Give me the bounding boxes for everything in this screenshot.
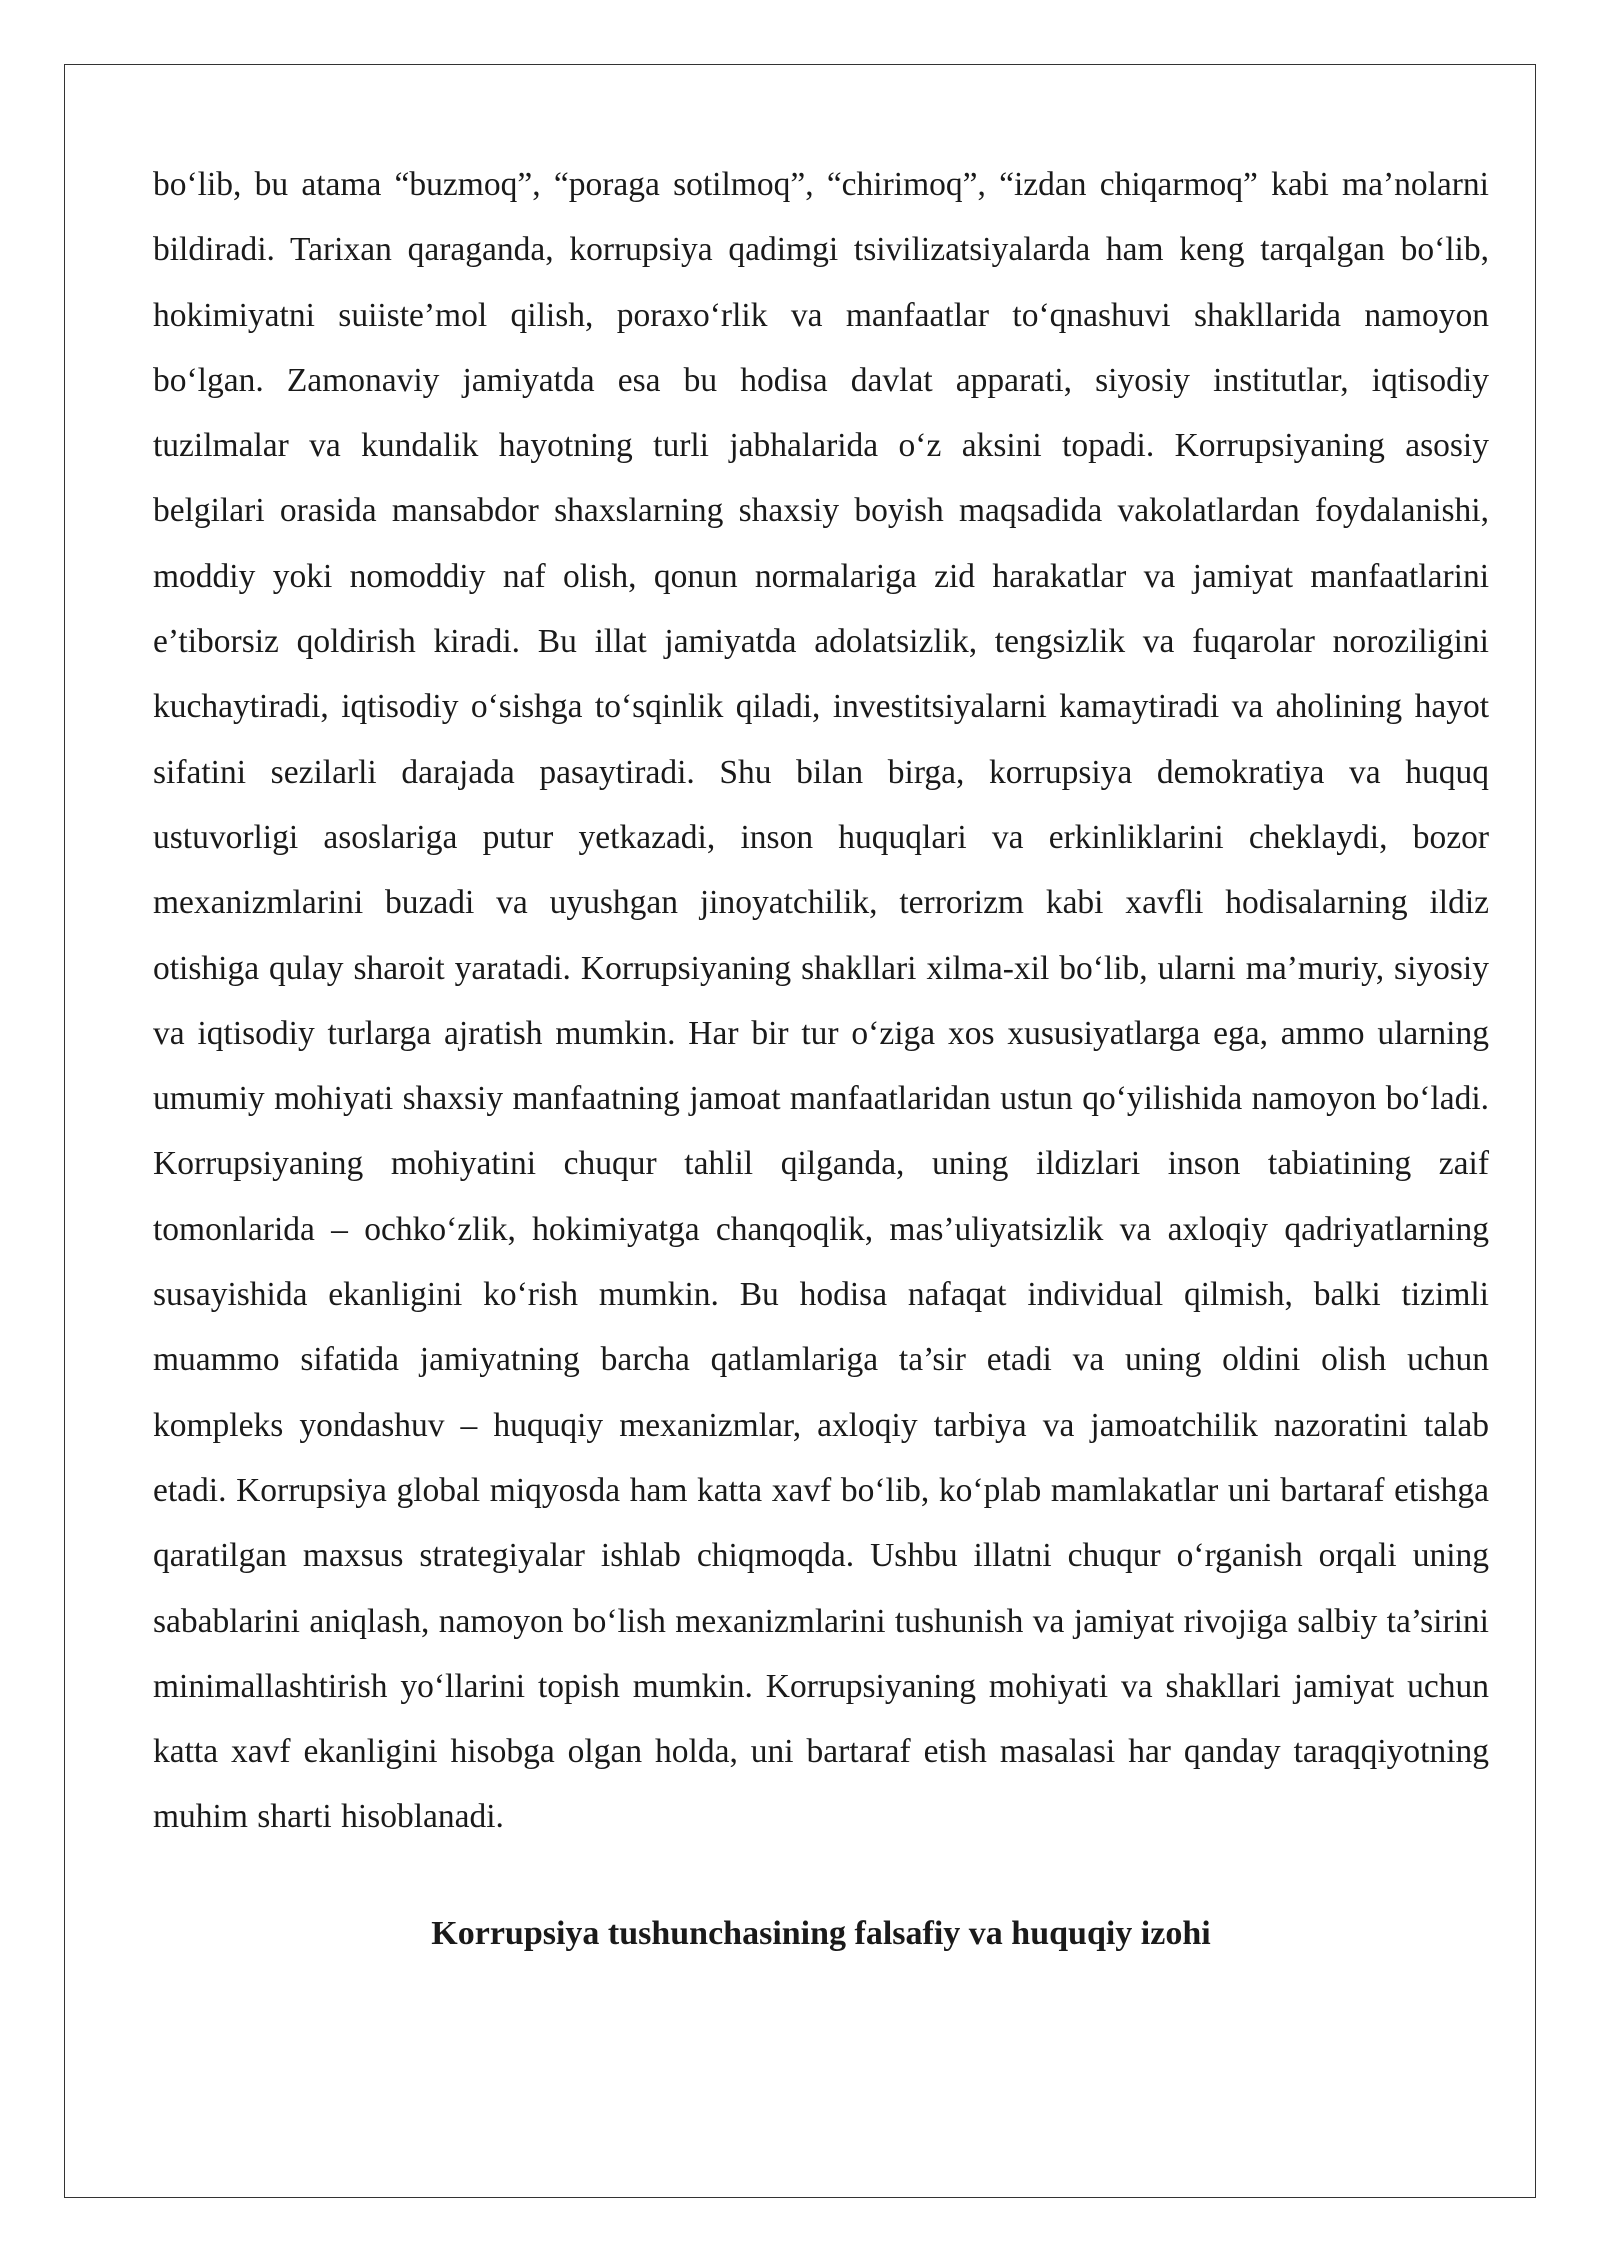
body-paragraph: bo‘lib, bu atama “buzmoq”, “poraga sotilmoq”, “chirimoq”, “izdan chiqarmoq” kabi ma’nolarni bildiradi. Tarixan qaraganda, korrupsiya qadimgi tsivilizatsiyalarda ham keng tarqalgan bo‘lib, hokimiyatni suiiste’mol qilish, poraxo‘rlik va manfaatlar to‘qnashuvi shakllarida namoyon bo‘lgan. Zamonaviy jamiyatda esa bu hodisa davlat apparati, siyosiy institutlar, iqtisodiy tuzilmalar va kundalik hayotning turli jabhalarida o‘z aksini topadi. Korrupsiyaning asosiy belgilari orasida mansabdor shaxslarning shaxsiy boyish maqsadida vakolatlardan foydalanishi, moddiy yoki nomoddiy naf olish, qonun normalariga zid harakatlar va jamiyat manfaatlarini e’tiborsiz qoldirish kiradi. Bu illat jamiyatda adolatsizlik, tengsizlik va fuqarolar noroziligini kuchaytiradi, iqtisodiy o‘sishga to‘sqinlik qiladi, investitsiyalarni kamaytiradi va aholining hayot sifatini sezilarli darajada pasaytiradi. Shu bilan birga, korrupsiya demokratiya va huquq ustuvorligi asoslariga putur yetkazadi, inson huquqlari va erkinliklarini cheklaydi, bozor mexanizmlarini buzadi va uyushgan jinoyatchilik, terrorizm kabi xavfli hodisalarning ildiz otishiga qulay sharoit yaratadi. Korrupsiyaning shakllari xilma-xil bo‘lib, ularni ma’muriy, siyosiy va iqtisodiy turlarga ajratish mumkin. Har bir tur o‘ziga xos xususiyatlarga ega, ammo ularning umumiy mohiyati shaxsiy manfaatning jamoat manfaatlaridan ustun qo‘yilishida namoyon bo‘ladi. Korrupsiyaning mohiyatini chuqur tahlil qilganda, uning ildizlari inson tabiatining zaif tomonlarida – ochko‘zlik, hokimiyatga chanqoqlik, mas’uliyatsizlik va axloqiy qadriyatlarning susayishida ekanligini ko‘rish mumkin. Bu hodisa nafaqat individual qilmish, balki tizimli muammo sifatida jamiyatning barcha qatlamlariga ta’sir etadi va uning oldini olish uchun kompleks yondashuv – huquqiy mexanizmlar, axloqiy tarbiya va jamoatchilik nazoratini talab etadi. Korrupsiya global miqyosda ham katta xavf bo‘lib, ko‘plab mamlakatlar uni bartaraf etishga qaratilgan maxsus strategiyalar ishlab chiqmoqda. Ushbu illatni chuqur o‘rganish orqali uning sabablarini aniqlash, namoyon bo‘lish mexanizmlarini tushunish va jamiyat rivojiga salbiy ta’sirini minimallashtirish yo‘llarini topish mumkin. Korrupsiyaning mohiyati va shakllari jamiyat uchun katta xavf ekanligini hisobga olgan holda, uni bartaraf etish masalasi har qanday taraqqiyotning muhim sharti hisoblanadi. [153,166,1489,1836]
section-heading: Korrupsiya tushunchasining falsafiy va huquqiy izohi [431,1914,1211,1952]
document-page [153,152,1489,1966]
